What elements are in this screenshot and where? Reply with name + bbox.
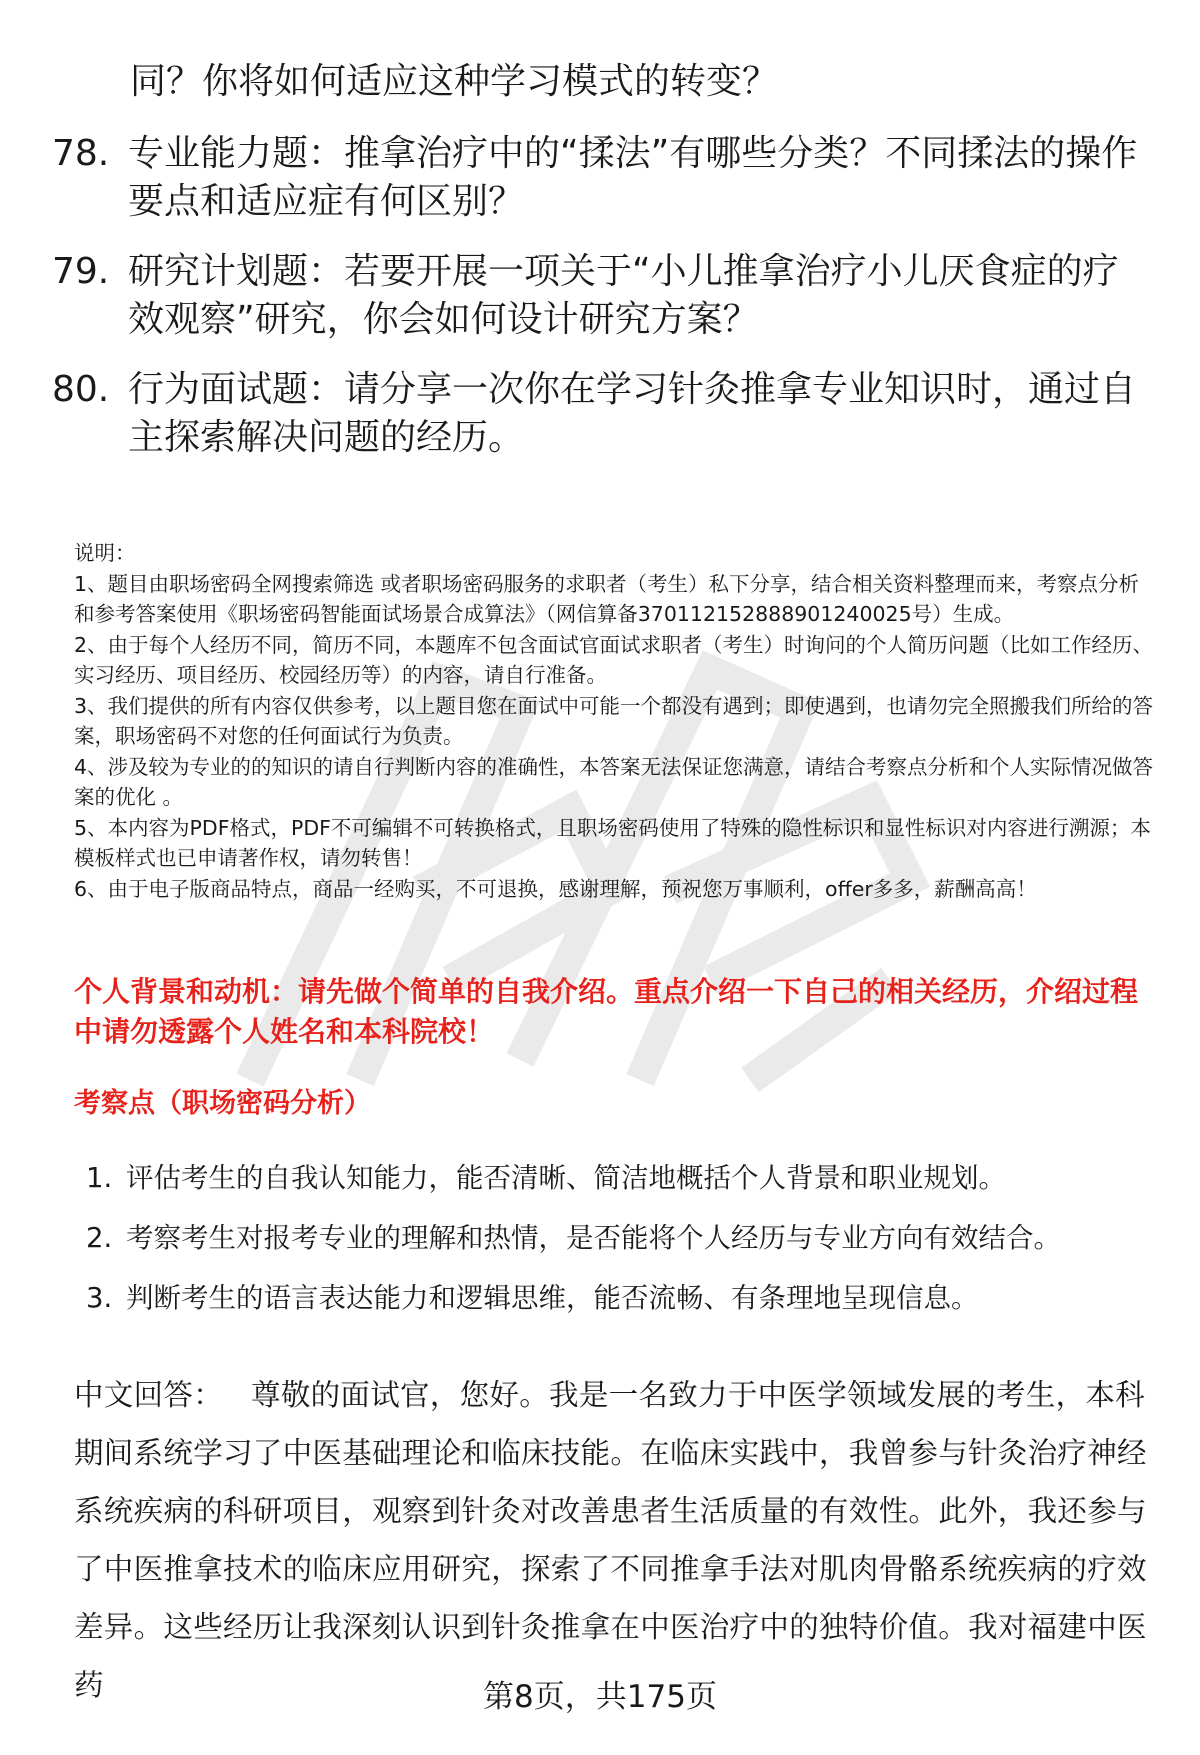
list-item [80,1278,1160,1338]
list-item-number: 2. [86,1222,113,1254]
note-item: 6、由于电子版商品特点，商品一经购买，不可退换，感谢理解，预祝您万事顺利，offer多多，薪酬高高！ [74,876,1037,901]
question-text: 行为面试题：请分享一次你在学习针灸推拿专业知识时，通过自主探索解决问题的经历。 [128,369,1137,458]
note-item: 2、由于每个人经历不同，简历不同，本题库不包含面试官面试求职者（考生）时询问的个人简历问题（比如工作经历、实习经历、项目经历、校园经历等）的内容，请自行准备。 [74,632,1154,687]
note-item: 5、本内容为PDF格式，PDF不可编辑不可转换格式，且职场密码使用了特殊的隐性标识和显性标识对内容进行溯源；本模板样式也已申请著作权，请勿转售！ [74,815,1151,870]
notes-title: 说明： [74,541,136,565]
answer-text: 尊敬的面试官，您好。我是一名致力于中医学领域发展的考生，本科期间系统学习了中医基础理论和临床技能。在临床实践中，我曾参与针灸治疗神经系统疾病的科研项目，观察到针灸对改善患者生活质量的有效性。此外，我还参与了中医推拿技术的临床应用研究，探索了不同推拿手法对肌肉骨骼系统疾病的疗效差异。这些经历让我深刻认识到针灸推拿在中医治疗中的独特价值。我对福建中医药 [74,1378,1147,1702]
focus-points-list [80,1158,1160,1338]
question-number: 78. [52,133,110,174]
question-number: 80. [52,369,110,410]
question-number: 79. [52,251,110,292]
focus-heading: 考察点（职场密码分析） [74,1088,371,1119]
section-heading: 个人背景和动机：请先做个简单的自我介绍。重点介绍一下自己的相关经历，介绍过程中请勿透露个人姓名和本科院校！ [74,975,1139,1048]
list-item [80,1218,1160,1278]
answer-paragraph [74,1366,1162,1714]
question-78 [52,130,1152,226]
list-item-text: 评估考生的自我认知能力，能否清晰、简洁地概括个人背景和职业规划。 [126,1162,1006,1194]
question-text: 研究计划题：若要开展一项关于“小儿推拿治疗小儿厌食症的疗效观察”研究，你会如何设计研究方案？ [128,251,1119,340]
question-text: 专业能力题：推拿治疗中的“揉法”有哪些分类？不同揉法的操作要点和适应症有何区别？ [128,133,1138,222]
list-item-text: 判断考生的语言表达能力和逻辑思维，能否流畅、有条理地呈现信息。 [126,1282,979,1314]
question-80 [52,366,1152,462]
note-item: 3、我们提供的所有内容仅供参考，以上题目您在面试中可能一个都没有遇到；即使遇到，也请勿完全照搬我们所给的答案，职场密码不对您的任何面试行为负责。 [74,693,1154,748]
list-item-number: 3. [86,1282,113,1314]
list-item-number: 1. [86,1162,113,1194]
list-item [80,1158,1160,1218]
note-item: 1、题目由职场密码全网搜索筛选 或者职场密码服务的求职者（考生）私下分享，结合相关资料整理而来，考察点分析和参考答案使用《职场密码智能面试场景合成算法》（网信算备370112152888901240025号）生成。 [74,571,1140,626]
question-77-continuation: 同？你将如何适应这种学习模式的转变？ [130,61,779,102]
list-item-text: 考察考生对报考专业的理解和热情，是否能将个人经历与专业方向有效结合。 [126,1222,1061,1254]
page-number-footer: 第8页，共175页 [483,1679,717,1715]
disclaimer-notes [74,538,1154,904]
answer-label: 中文回答： [74,1378,224,1412]
note-item: 4、涉及较为专业的的知识的请自行判断内容的准确性，本答案无法保证您满意，请结合考察点分析和个人实际情况做答案的优化 。 [74,754,1154,809]
question-79 [52,248,1152,344]
